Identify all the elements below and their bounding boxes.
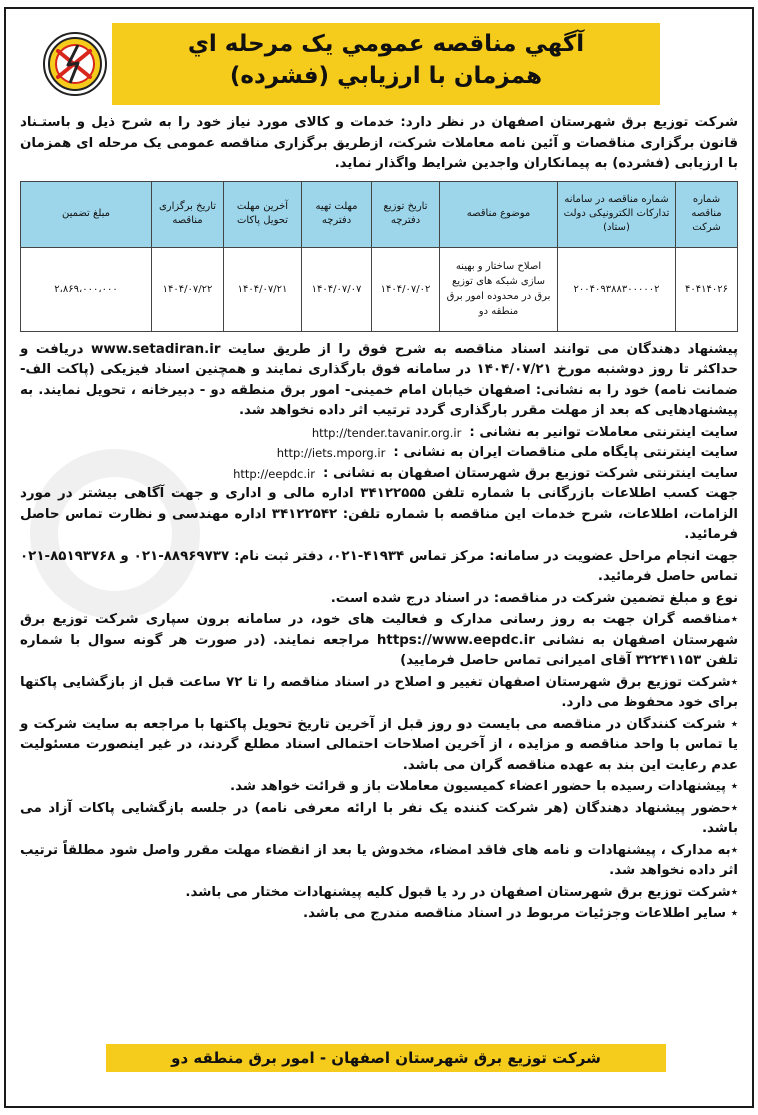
cell-setad-tender-no: ۲۰۰۴۰۹۳۸۸۳۰۰۰۰۰۲ — [558, 247, 676, 331]
site-line-iets — [20, 443, 738, 464]
table-header-row — [21, 181, 738, 247]
cell-booklet-deadline: ۱۴۰۴/۰۷/۰۷ — [302, 247, 372, 331]
cell-subject: اصلاح ساختار و بهینه سازی شبکه های توزیع برق در محدوده امور برق منطقه دو — [440, 247, 558, 331]
header-opening-date: تاریخ برگزاری مناقصه — [152, 181, 224, 247]
site-line-tavanir — [20, 423, 738, 444]
cell-distribution-date: ۱۴۰۴/۰۷/۰۲ — [372, 247, 440, 331]
footer-banner: شرکت توزیع برق شهرستان اصفهان - امور برق منطقه دو — [106, 1044, 666, 1072]
notice-body — [20, 113, 738, 926]
cell-opening-date: ۱۴۰۴/۰۷/۲۲ — [152, 247, 224, 331]
bullet-item: ٭مناقصه گران جهت به روز رسانی مدارک و فعالیت های خود، در سامانه برون سپاری شرکت توزیع برق شهرستان اصفهان به نشانی https://www.eepdc.ir مراجعه نمایند. (در صورت هر گونه سوال با شماره تلفن ۳۲۲۴۱۱۵۳ آقای امیرانی تماس حاصل فرمایید) — [20, 612, 738, 668]
submission-paragraph: پیشنهاد دهندگان می توانند اسناد مناقصه به شرح فوق را از طریق سایت www.setadiran.ir دریافت و حداکثر تا روز دوشنبه مورخ ۱۴۰۴/۰۷/۲۱ در سامانه فوق بارگذاری نمایند و همچنین اسناد فیزیکی (پاکت الف- ضمانت نامه) خود را به نشانی: اصفهان خیابان امام خمینی- امور برق منطقه دو - دبیرخانه ، تحویل نمایند. به پیشنهادهایی که بعد از مهلت مقرر بارگذاری گردد ترتیب اثر داده نخواهد شد. — [20, 341, 738, 418]
bullet-item: ٭ سایر اطلاعات وجزئیات مربوط در اسناد مناقصه مندرج می باشد. — [302, 906, 738, 921]
site-line-eepdc — [20, 464, 738, 485]
bullet-item: ٭شرکت توزیع برق شهرستان اصفهان در رد یا قبول کلیه پیشنهادات مختار می باشد. — [185, 884, 738, 900]
contact-paragraph: جهت کسب اطلاعات بازرگانی با شماره تلفن ۳۴۱۲۲۵۵۵ اداره مالی و اداری و جهت آگاهی بیشتر در مورد الزامات، اطلاعات، شرح خدمات این مناقصه با شماره تلفن: ۳۴۱۲۲۵۴۲ اداره مهندسی و نظارت تماس حاصل فرمائید. — [20, 486, 739, 542]
site-label-tavanir: سایت اینترنتی معاملات توانیر به نشانی : — [469, 424, 738, 440]
tender-notice-page — [4, 7, 754, 1108]
site-label-iets: سایت اینترنتی پایگاه ملی مناقصات ایران به نشانی : — [393, 445, 738, 460]
title-line-1: آگهي مناقصه عمومي يک مرحله اي — [187, 31, 585, 57]
notice-header — [16, 23, 742, 105]
title-banner — [112, 23, 660, 105]
registration-paragraph: جهت انجام مراحل عضویت در سامانه: مرکز تماس ۴۱۹۳۴-۰۲۱، دفتر ثبت نام: ۸۸۹۶۹۷۳۷-۰۲۱ و ۸۵۱۹۳۷۶۸-۰۲۱ تماس حاصل فرمائید. — [20, 548, 738, 584]
bullet-item: ٭ پیشنهادات رسیده با حضور اعضاء کمیسیون معاملات باز و قرائت خواهد شد. — [230, 779, 738, 794]
title-line-2: همزمان با ارزيابي (فشرده) — [229, 63, 543, 89]
bullet-item: ٭به مدارک ، پیشنهادات و نامه های فاقد امضاء، مخدوش یا بعد از انقضاء مهلت مقرر واصل شود مطلقاً ترتیب اثر داده نخواهد شد. — [20, 842, 738, 878]
header-booklet-deadline: مهلت تهیه دفترچه — [302, 181, 372, 247]
header-subject: موضوع مناقصه — [440, 181, 558, 247]
site-link-iets[interactable]: http://iets.mporg.ir — [276, 446, 386, 460]
cell-guarantee-amount: ۲،۸۶۹،۰۰۰،۰۰۰ — [21, 247, 152, 331]
cell-company-tender-no: ۴۰۴۱۴۰۲۶ — [676, 247, 738, 331]
bullet-item: ٭ شرکت کنندگان در مناقصه می بایست دو روز قبل از آخرین تاریخ تحویل پاکتها با مراجعه به سایت شرکت و یا تماس با واحد مناقصه و مزایده ، از آخرین اصلاحات احتمالی اسناد مطلع گردند، در غیر اینصورت مسئولیت عدم رعایت این بند به عهده مناقصه گران می باشد. — [20, 716, 738, 773]
bullet-item: ٭حضور پیشنهاد دهندگان (هر شرکت کننده یک نفر با ارائه معرفی نامه) در جلسه بازگشایی پاکات آزاد می باشد. — [20, 800, 738, 836]
header-guarantee-amount: مبلغ تضمین — [21, 181, 152, 247]
site-link-eepdc[interactable]: http://eepdc.ir — [233, 466, 315, 481]
header-distribution-date: تاریخ توزیع دفترچه — [372, 181, 440, 247]
cell-submission-deadline: ۱۴۰۴/۰۷/۲۱ — [224, 247, 302, 331]
bullet-item: ٭شرکت توزیع برق شهرستان اصفهان تغییر و اصلاح در اسناد مناقصه را تا ۷۲ ساعت قبل از بازگشایی پاکتها برای خود محفوظ می دارد. — [20, 674, 738, 710]
tender-table — [20, 181, 738, 332]
guarantee-paragraph: نوع و مبلغ تضمین شرکت در مناقصه: در اسناد درج شده است. — [330, 590, 738, 606]
table-row — [21, 247, 738, 331]
header-submission-deadline: آخرین مهلت تحویل پاکات — [224, 181, 302, 247]
site-link-tavanir[interactable]: http://tender.tavanir.org.ir — [311, 425, 462, 440]
header-company-tender-no: شماره مناقصه شرکت — [676, 181, 738, 247]
intro-paragraph: شرکت توزیع برق شهرستان اصفهان در نظر دارد: خدمات و کالای مورد نیاز خود را به شرح ذیل و باستـناد قانون برگزاری مناقصات و آئین نامه معاملات شرکت، ازطریق برگزاری مناقصه عمومی یک مرحله ای همزمان با ارزیابی (فشرده) به پیمانکاران واجدین شرایط واگذار نماید. — [20, 115, 738, 171]
power-distribution-logo-icon — [42, 31, 108, 97]
header-setad-tender-no: شماره مناقصه در سامانه تدارکات الکترونیکی دولت (ستاد) — [558, 181, 676, 247]
site-label-eepdc: سایت اینترنتی شرکت توزیع برق شهرستان اصفهان به نشانی : — [322, 465, 738, 481]
